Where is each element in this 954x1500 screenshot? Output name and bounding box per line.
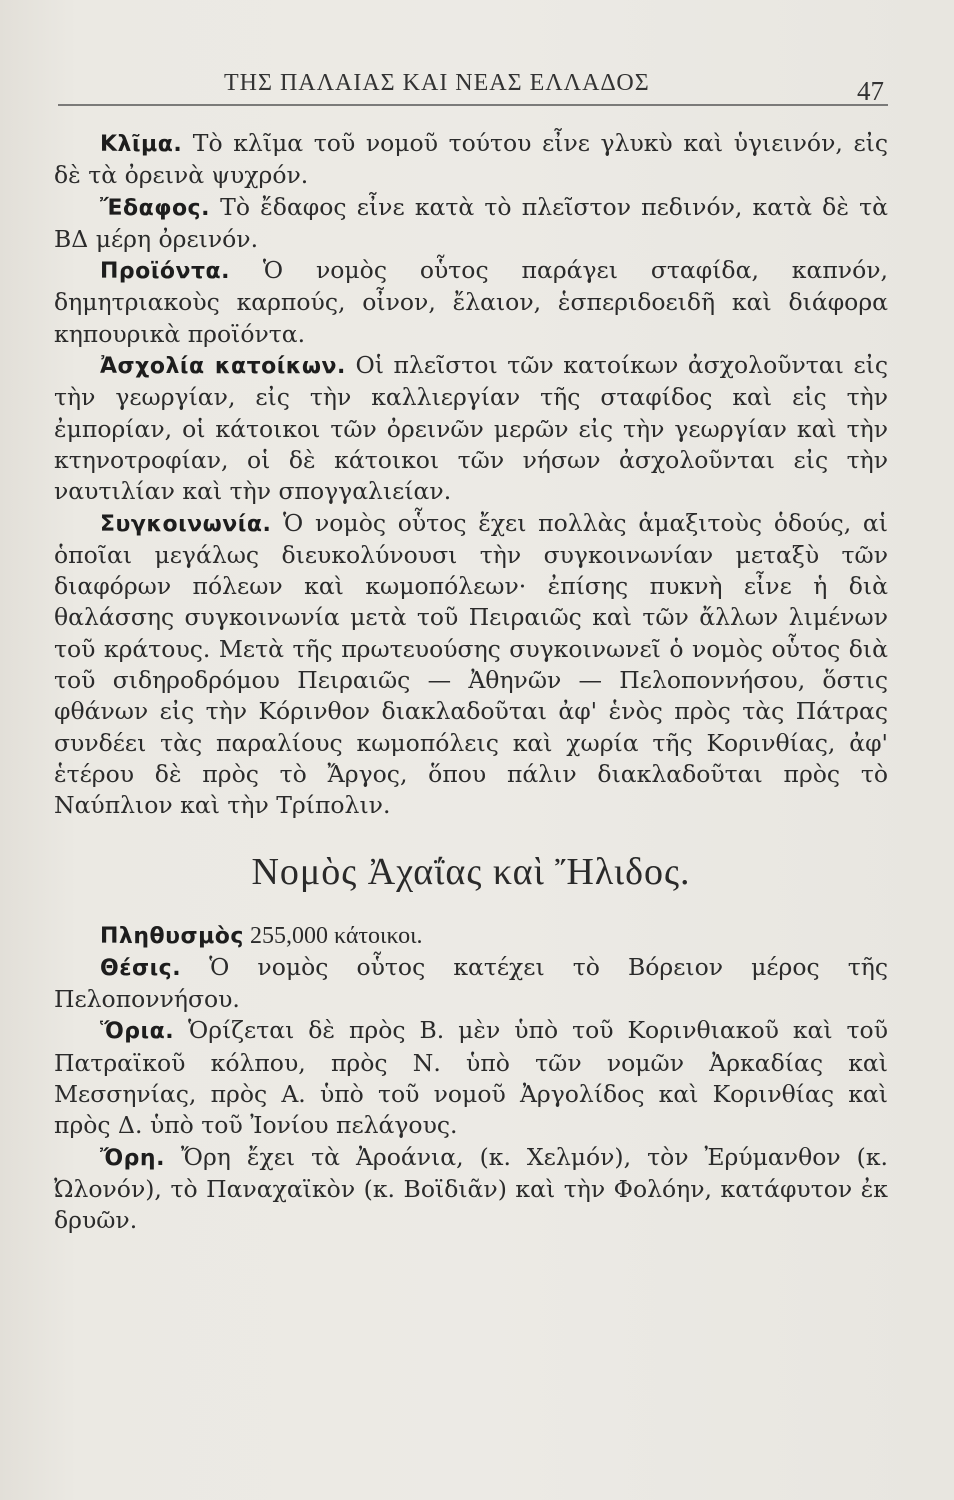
rubric: Κλῖμα. bbox=[100, 132, 183, 157]
paragraph-text: Ὁ νομὸς οὗτος ἔχει πολλὰς ἁμαξιτοὺς ὁδούς, αἱ ὁποῖαι μεγάλως διευκολύνουσι τὴν συγκοινωνίαν μεταξὺ τῶν διαφόρων πόλεων καὶ κωμοπόλεων· ἐπίσης πυκνὴ εἶνε ἡ διὰ θαλάσσης συγκοινωνία μετὰ τοῦ Πειραιῶς καὶ τῶν ἄλλων λιμένων τοῦ κράτους. Μετὰ τῆς πρωτευούσης συγκοινωνεῖ ὁ νομὸς οὗτος διὰ τοῦ σιδηροδρόμου Πειραιῶς — Ἀθηνῶν — Πελοποννήσου, ὅστις φθάνων εἰς τὴν Κόρινθον διακλαδοῦται ἀφ' ἑνὸς πρὸς τὰς Πάτρας συνδέει τὰς παραλίους κωμοπόλεις καὶ χωρία τῆς Κορινθίας, ἀφ' ἑτέρου δὲ πρὸς τὸ Ἄργος, ὅπου πάλιν διακλαδοῦται πρὸς τὸ Ναύπλιον καὶ τὴν Τρίπολιν. bbox=[54, 508, 888, 820]
paragraph-edafos bbox=[54, 192, 888, 256]
header-rule bbox=[58, 104, 888, 106]
rubric: Ἔδαφος. bbox=[100, 195, 210, 221]
paragraph-text: Ὁ νομὸς οὗτος κατέχει τὸ Βόρειον μέρος τῆς Πελοποννήσου. bbox=[54, 952, 888, 1014]
paragraph-proionta bbox=[54, 255, 888, 350]
paragraph-ascholia bbox=[54, 350, 888, 507]
rubric: Θέσις. bbox=[100, 955, 182, 981]
rubric: Ἀσχολία κατοίκων. bbox=[100, 354, 346, 380]
running-header bbox=[58, 70, 888, 116]
section-title: Νομὸς Ἀχαΐας καὶ Ἤλιδος. bbox=[251, 850, 691, 893]
paragraph-text: Τὸ κλῖμα τοῦ νομοῦ τούτου εἶνε γλυκὺ καὶ ὑγιεινόν, εἰς δὲ τὰ ὀρεινὰ ψυχρόν. bbox=[54, 129, 888, 190]
paragraph-text: 255,000 κάτοικοι. bbox=[243, 922, 423, 949]
page-body bbox=[54, 128, 888, 1237]
paragraph-thesis bbox=[54, 952, 888, 1016]
paragraph-ori bbox=[54, 1142, 888, 1237]
paragraph-text: Ὁρίζεται δὲ πρὸς Β. μὲν ὑπὸ τοῦ Κορινθιακοῦ καὶ τοῦ Πατραϊκοῦ κόλπου, πρὸς Ν. ὑπὸ τῶν νομῶν Ἀρκαδίας καὶ Μεσσηνίας, πρὸς Α. ὑπὸ τοῦ νομοῦ Ἀργολίδος καὶ Κορινθίας καὶ πρὸς Δ. ὑπὸ τοῦ Ἰονίου πελάγους. bbox=[54, 1016, 888, 1140]
rubric: Πληθυσμὸς bbox=[100, 923, 244, 949]
running-title: ΤΗΣ ΠΑΛΑΙΑΣ ΚΑΙ ΝΕΑΣ ΕΛΛΑΔΟΣ bbox=[224, 70, 650, 96]
paragraph-synkoinonia bbox=[54, 508, 888, 822]
paragraph-oria bbox=[54, 1015, 888, 1141]
paragraph-plithysmos bbox=[54, 920, 888, 952]
rubric: Συγκοινωνία. bbox=[100, 511, 272, 537]
paragraph-text: Ὄρη ἔχει τὰ Ἀροάνια, (κ. Χελμόν), τὸν Ἐρύμανθον (κ. Ὠλονόν), τὸ Παναχαϊκὸν (κ. Βοϊδιᾶν) καὶ τὴν Φολόην, κατάφυτον ἐκ δρυῶν. bbox=[54, 1142, 888, 1235]
rubric: Ὄρη. bbox=[100, 1145, 165, 1171]
paragraph-text: Ὁ νομὸς οὗτος παράγει σταφίδα, καπνόν, δημητριακοὺς καρπούς, οἶνον, ἔλαιον, ἑσπεριδοειδῆ καὶ διάφορα κηπουρικὰ προϊόντα. bbox=[54, 256, 888, 348]
rubric: Προϊόντα. bbox=[100, 259, 230, 285]
paragraph-klima bbox=[54, 128, 888, 192]
paragraph-text: Τὸ ἔδαφος εἶνε κατὰ τὸ πλεῖστον πεδινόν, κατὰ δὲ τὰ ΒΔ μέρη ὀρεινόν. bbox=[54, 192, 888, 253]
page-number: 47 bbox=[857, 76, 884, 106]
rubric: Ὅρια. bbox=[100, 1019, 175, 1045]
paragraph-text: Οἱ πλεῖστοι τῶν κατοίκων ἀσχολοῦνται εἰς τὴν γεωργίαν, εἰς τὴν καλλιεργίαν τῆς σταφίδος καὶ εἰς τὴν ἐμπορίαν, οἱ κάτοικοι τῶν ὀρεινῶν μερῶν εἰς τὴν γεωργίαν καὶ τὴν κτηνοτροφίαν, οἱ δὲ κάτοικοι τῶν νήσων ἀσχολοῦνται εἰς τὴν ναυτιλίαν καὶ τὴν σπογγαλιείαν. bbox=[54, 351, 889, 506]
